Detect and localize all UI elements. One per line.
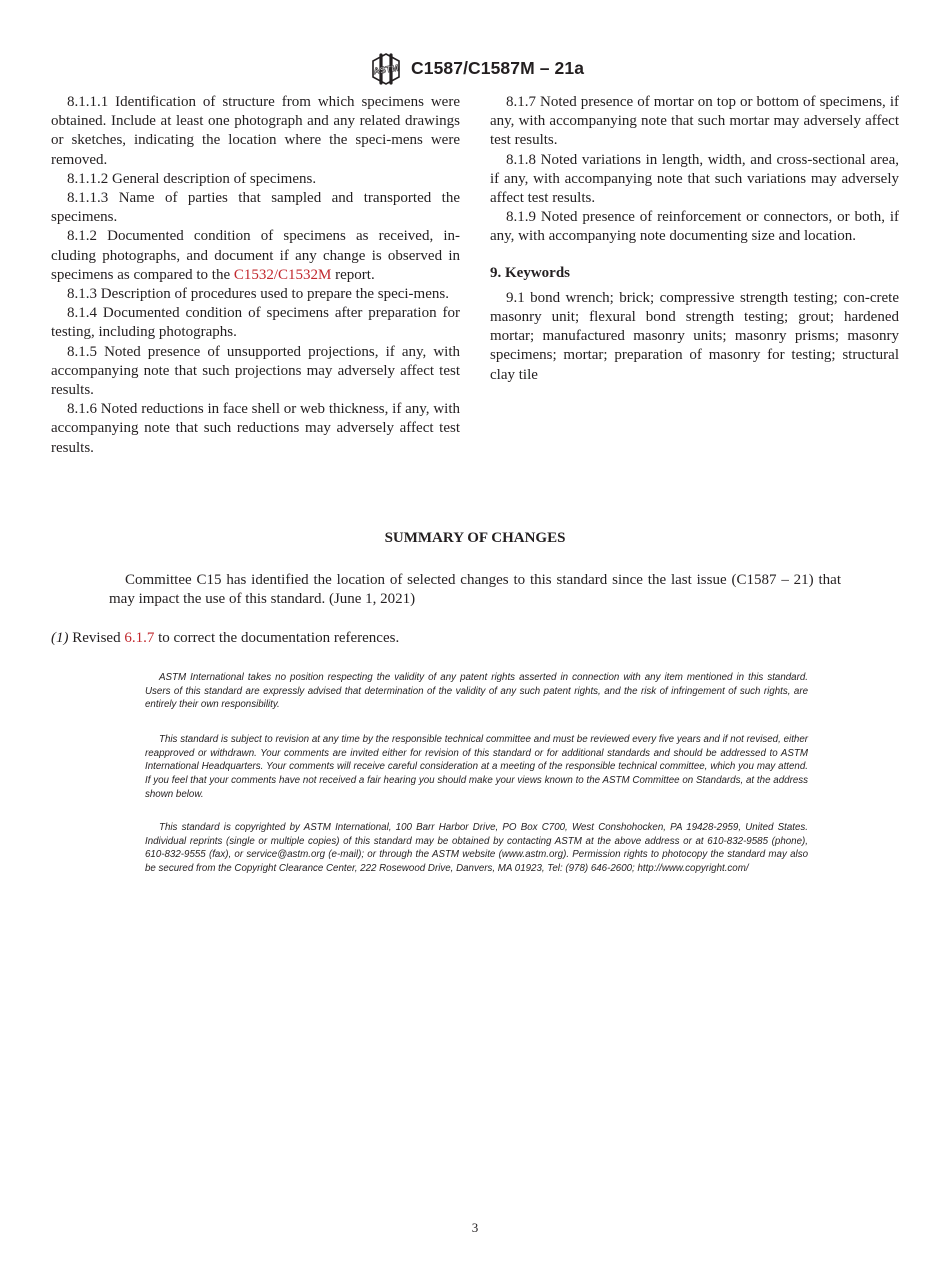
change-tail: to correct the documentation references. (154, 630, 400, 646)
section-8-1-4: 8.1.4 Documented condition of specimens after preparation for testing, including photographs. (51, 305, 460, 341)
summary-of-changes-title: SUMMARY OF CHANGES (384, 530, 566, 546)
section-8-1-9: 8.1.9 Noted presence of reinforcement or connectors, or both, if any, with accompanying note documenting size and location. (490, 209, 899, 245)
left-column (51, 93, 460, 458)
document-designation: C1587/C1587M – 21a (411, 58, 585, 78)
section-8-1-2 (51, 227, 460, 285)
section-8-1-5: 8.1.5 Noted presence of unsupported projections, if any, with accompanying note that such projections may adversely affect test results. (51, 343, 460, 399)
change-number: (1) (51, 630, 69, 646)
change-item (51, 630, 399, 647)
keywords-text: 9.1 bond wrench; brick; compressive strength testing; con-crete masonry unit; flexural bond strength testing; grout; hardened mortar; manufactured masonry units; masonry prisms; masonry specimens; mortar; preparation of masonry for testing; structural clay tile (490, 289, 899, 383)
section-8-1-1-3: 8.1.1.3 Name of parties that sampled and transported the specimens. (51, 190, 460, 226)
summary-intro: Committee C15 has identified the location of selected changes to this standard since the last issue (C1587 – 21) that may impact the use of this standard. (June 1, 2021) (109, 572, 841, 608)
page-number: 3 (471, 1220, 479, 1235)
section-8-1-3: 8.1.3 Description of procedures used to prepare the speci-mens. (67, 286, 449, 303)
keywords-heading: 9. Keywords (490, 264, 570, 281)
section-8-1-7: 8.1.7 Noted presence of mortar on top or bottom of specimens, if any, with accompanying note that such mortar may adversely affect test results. (490, 94, 899, 149)
page-header (0, 52, 950, 86)
section-8-1-1-1: 8.1.1.1 Identification of structure from which specimens were obtained. Include at least one photograph and any related drawings or sketches, indicating the location where the speci-mens were removed. (51, 94, 460, 168)
section-8-1-2-text: 8.1.2 Documented condition of specimens as received, in-cluding photographs, and document if any change is observed in specimens as compared to the (51, 228, 460, 283)
patent-notice: ASTM International takes no position respecting the validity of any patent rights asserted in connection with any item mentioned in this standard. Users of this standard are expressly advised that determination of the validity of any such patent rights, and the risk of infringement of such rights, are entirely their own responsibility. (145, 672, 808, 711)
c1532-reference-link[interactable]: C1532/C1532M (233, 266, 332, 283)
change-text: Revised (68, 630, 125, 646)
right-column (490, 93, 899, 385)
astm-logo-icon (368, 52, 404, 86)
astm-logo-text: ASTM (372, 62, 400, 77)
section-8-1-2-tail: report. (331, 266, 375, 283)
section-8-1-8: 8.1.8 Noted variations in length, width, and cross-sectional area, if any, with accompanying note that such variations may adversely affect test results. (490, 151, 899, 207)
copyright-notice: This standard is copyrighted by ASTM International, 100 Barr Harbor Drive, PO Box C700, West Conshohocken, PA 19428-2959, United States. Individual reprints (single or multiple copies) of this standard may be obtained by contacting ASTM at the above address or at 610-832-9585 (phone), 610-832-9555 (fax), or service@astm.org (e-mail); or through the ASTM website (www.astm.org). Permission rights to photocopy the standard may also be secured from the Copyright Clearance Center, 222 Rosewood Drive, Danvers, MA 01923, Tel: (978) 646-2600; http://www.copyright.com/ (145, 822, 808, 875)
section-8-1-1-2: 8.1.1.2 General description of specimens. (67, 170, 317, 187)
revision-notice: This standard is subject to revision at any time by the responsible technical committee and must be reviewed every five years and if not revised, either reapproved or withdrawn. Your comments are invited either for revision of this standard or for additional standards and should be addressed to ASTM International Headquarters. Your comments will receive careful consideration at a meeting of the responsible technical committee, which you may attend. If you feel that your comments have not received a fair hearing you should make your views known to the ASTM Committee on Standards, at the address shown below. (145, 734, 808, 800)
section-6-1-7-link[interactable]: 6.1.7 (124, 630, 155, 646)
section-8-1-6: 8.1.6 Noted reductions in face shell or web thickness, if any, with accompanying note that such reductions may adversely affect test results. (51, 401, 460, 456)
